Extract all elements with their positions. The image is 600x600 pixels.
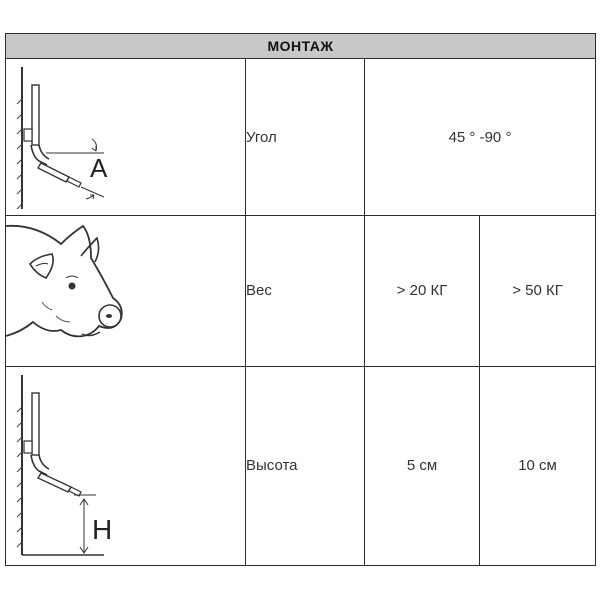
pig-head-icon — [6, 216, 246, 366]
angle-mounting-diagram-icon — [6, 59, 246, 216]
pig-illustration-cell — [6, 216, 246, 366]
angle-value: 45 ° -90 ° — [365, 59, 596, 216]
height-value-1: 5 см — [365, 366, 480, 565]
height-value-2: 10 см — [480, 366, 596, 565]
height-diagram-cell — [6, 366, 246, 565]
table-row-weight — [6, 216, 596, 366]
row-label-weight: Вес — [246, 216, 365, 366]
mounting-table — [5, 33, 596, 566]
row-label-angle: Угол — [246, 59, 365, 216]
table-header-row — [6, 34, 596, 59]
weight-value-2: > 50 КГ — [480, 216, 596, 366]
table-title: МОНТАЖ — [6, 34, 596, 59]
table-row-angle — [6, 59, 596, 216]
height-mounting-diagram-icon — [6, 367, 246, 566]
angle-diagram-cell — [6, 59, 246, 216]
height-marker-label: H — [92, 513, 113, 545]
angle-marker-label: A — [90, 153, 108, 184]
weight-value-1: > 20 КГ — [365, 216, 480, 366]
row-label-height: Высота — [246, 366, 365, 565]
table-row-height — [6, 366, 596, 565]
